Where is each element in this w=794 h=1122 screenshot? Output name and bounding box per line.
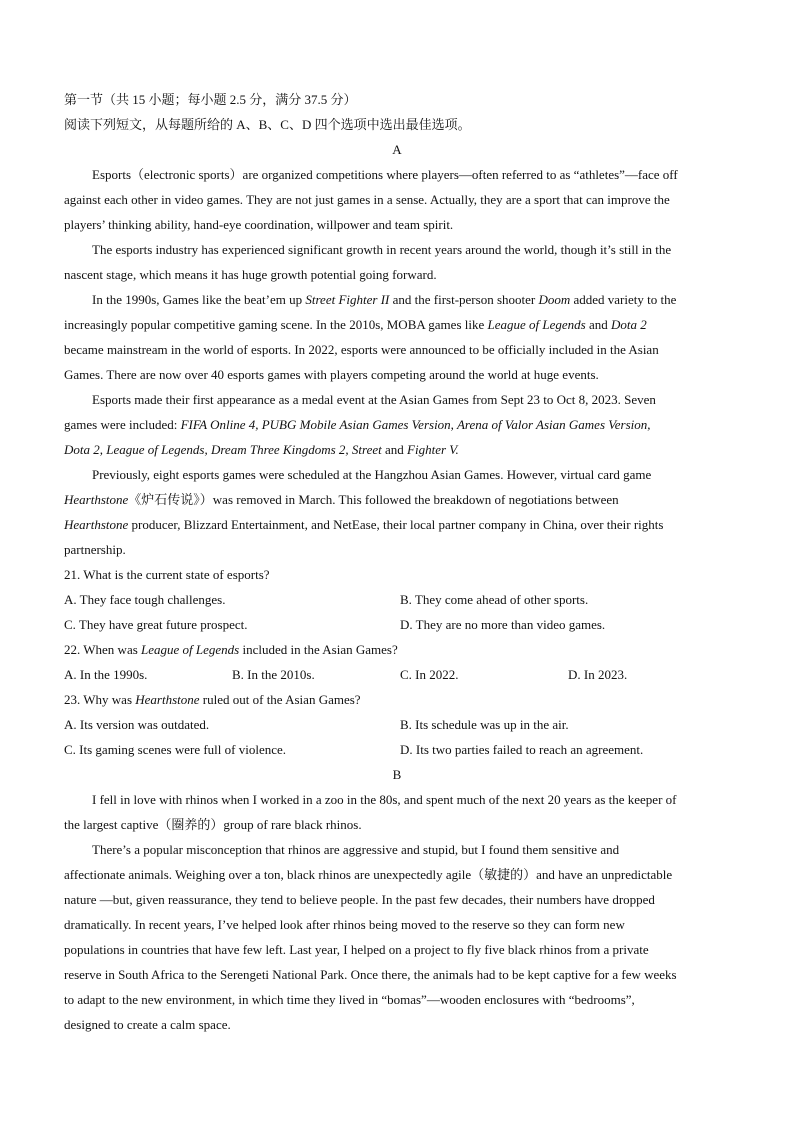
question-23-option-c[interactable]: C. Its gaming scenes were full of violence. [64,742,287,757]
passage-b-p2-line: dramatically. In recent years, I’ve helped look after rhinos being moved to the reserve so they can form new [64,917,625,932]
game-title: Fighter V. [407,442,459,457]
game-title: Street Fighter II [305,292,390,307]
question-22-option-a[interactable]: A. In the 1990s. [64,667,148,682]
passage-a-p2-line: The esports industry has experienced significant growth in recent years around the world, though it’s still in the [92,242,672,257]
passage-a-label: A [392,142,402,157]
passage-b-p1-line: the largest captive（圈养的）group of rare black rhinos. [64,817,362,832]
passage-a-p3-line: Games. There are now over 40 esports games with players competing around the world at huge events. [64,367,599,382]
question-21-option-a[interactable]: A. They face tough challenges. [64,592,226,607]
question-22-option-d[interactable]: D. In 2023. [568,667,628,682]
section-header: 第一节（共 15 小题；每小题 2.5 分，满分 37.5 分） [64,92,357,107]
question-21-option-b[interactable]: B. They come ahead of other sports. [400,592,589,607]
passage-b-p2-line: nature —but, given reassurance, they tend to believe people. In the past few decades, their numbers have dropped [64,892,655,907]
passage-a-p3-line: became mainstream in the world of esports. In 2022, esports were announced to be officially included in the Asian [64,342,659,357]
game-list: Dota 2, League of Legends, Dream Three Kingdoms 2, Street [64,442,382,457]
question-22-option-b[interactable]: B. In the 2010s. [232,667,315,682]
game-title: Hearthstone [64,517,129,532]
passage-a-p3-line: increasingly popular competitive gaming scene. In the 2010s, MOBA games like League of Legends and Dota 2 [64,317,647,332]
passage-a-p3-line: In the 1990s, Games like the beat’em up Street Fighter II and the first-person shooter Doom added variety to the [92,292,677,307]
game-title: Dota 2 [611,317,647,332]
passage-a-p1-line: players’ thinking ability, hand-eye coordination, willpower and team spirit. [64,217,454,232]
passage-b-p2-line: to adapt to the new environment, in which time they lived in “bomas”—wooden enclosures with “bedrooms”, [64,992,635,1007]
question-22-option-c[interactable]: C. In 2022. [400,667,459,682]
passage-b-p1-line: I fell in love with rhinos when I worked in a zoo in the 80s, and spent much of the next 20 years as the keeper of [92,792,677,807]
passage-a-p4-line: Esports made their first appearance as a medal event at the Asian Games from Sept 23 to Oct 8, 2023. Seven [92,392,656,407]
passage-b-p2-line: There’s a popular misconception that rhinos are aggressive and stupid, but I found them sensitive and [92,842,620,857]
passage-a-p4-line: Dota 2, League of Legends, Dream Three Kingdoms 2, Street and Fighter V. [64,442,459,457]
game-title: League of Legends [487,317,586,332]
passage-a-p5-line: Previously, eight esports games were scheduled at the Hangzhou Asian Games. However, virtual card game [92,467,652,482]
passage-b-p2-line: designed to create a calm space. [64,1017,231,1032]
passage-a-p5-line: Hearthstone producer, Blizzard Entertainment, and NetEase, their local partner company in China, over their rights [64,517,664,532]
question-21-stem: 21. What is the current state of esports? [64,567,270,582]
passage-b-p2-line: reserve in South Africa to the Serengeti National Park. Once there, the animals had to be kept captive for a few weeks [64,967,677,982]
passage-a-p4-line: games were included: FIFA Online 4, PUBG Mobile Asian Games Version, Arena of Valor Asian Games Version, [64,417,651,432]
passage-b-p2-line: affectionate animals. Weighing over a ton, black rhinos are unexpectedly agile（敏捷的）and have an unpredictable [64,867,673,882]
passage-a-p2-line: nascent stage, which means it has huge growth potential going forward. [64,267,437,282]
passage-a-p5-line: Hearthstone《炉石传说》）was removed in March. This followed the breakdown of negotiations between [64,492,619,507]
question-23-option-d[interactable]: D. Its two parties failed to reach an agreement. [400,742,644,757]
question-23-stem: 23. Why was Hearthstone ruled out of the Asian Games? [64,692,361,707]
question-21-option-c[interactable]: C. They have great future prospect. [64,617,248,632]
passage-a-p5-line: partnership. [64,542,126,557]
passage-b-p2-line: populations in countries that have few left. Last year, I helped on a project to fly five black rhinos from a private [64,942,649,957]
section-instruction: 阅读下列短文，从每题所给的 A、B、C、D 四个选项中选出最佳选项。 [64,117,471,132]
passage-a-p1-line: Esports（electronic sports）are organized competitions where players—often referred to as “athletes”—face off [92,167,678,182]
question-23-option-a[interactable]: A. Its version was outdated. [64,717,210,732]
game-list: FIFA Online 4, PUBG Mobile Asian Games Version, Arena of Valor Asian Games Version, [180,417,651,432]
passage-b-label: B [392,767,402,782]
passage-a-p1-line: against each other in video games. They are not just games in a sense. Actually, they are a sport that can improve the [64,192,670,207]
game-title: Hearthstone [64,492,129,507]
question-21-option-d[interactable]: D. They are no more than video games. [400,617,606,632]
question-22-stem: 22. When was League of Legends included in the Asian Games? [64,642,398,657]
question-23-option-b[interactable]: B. Its schedule was up in the air. [400,717,569,732]
game-title: Doom [538,292,571,307]
